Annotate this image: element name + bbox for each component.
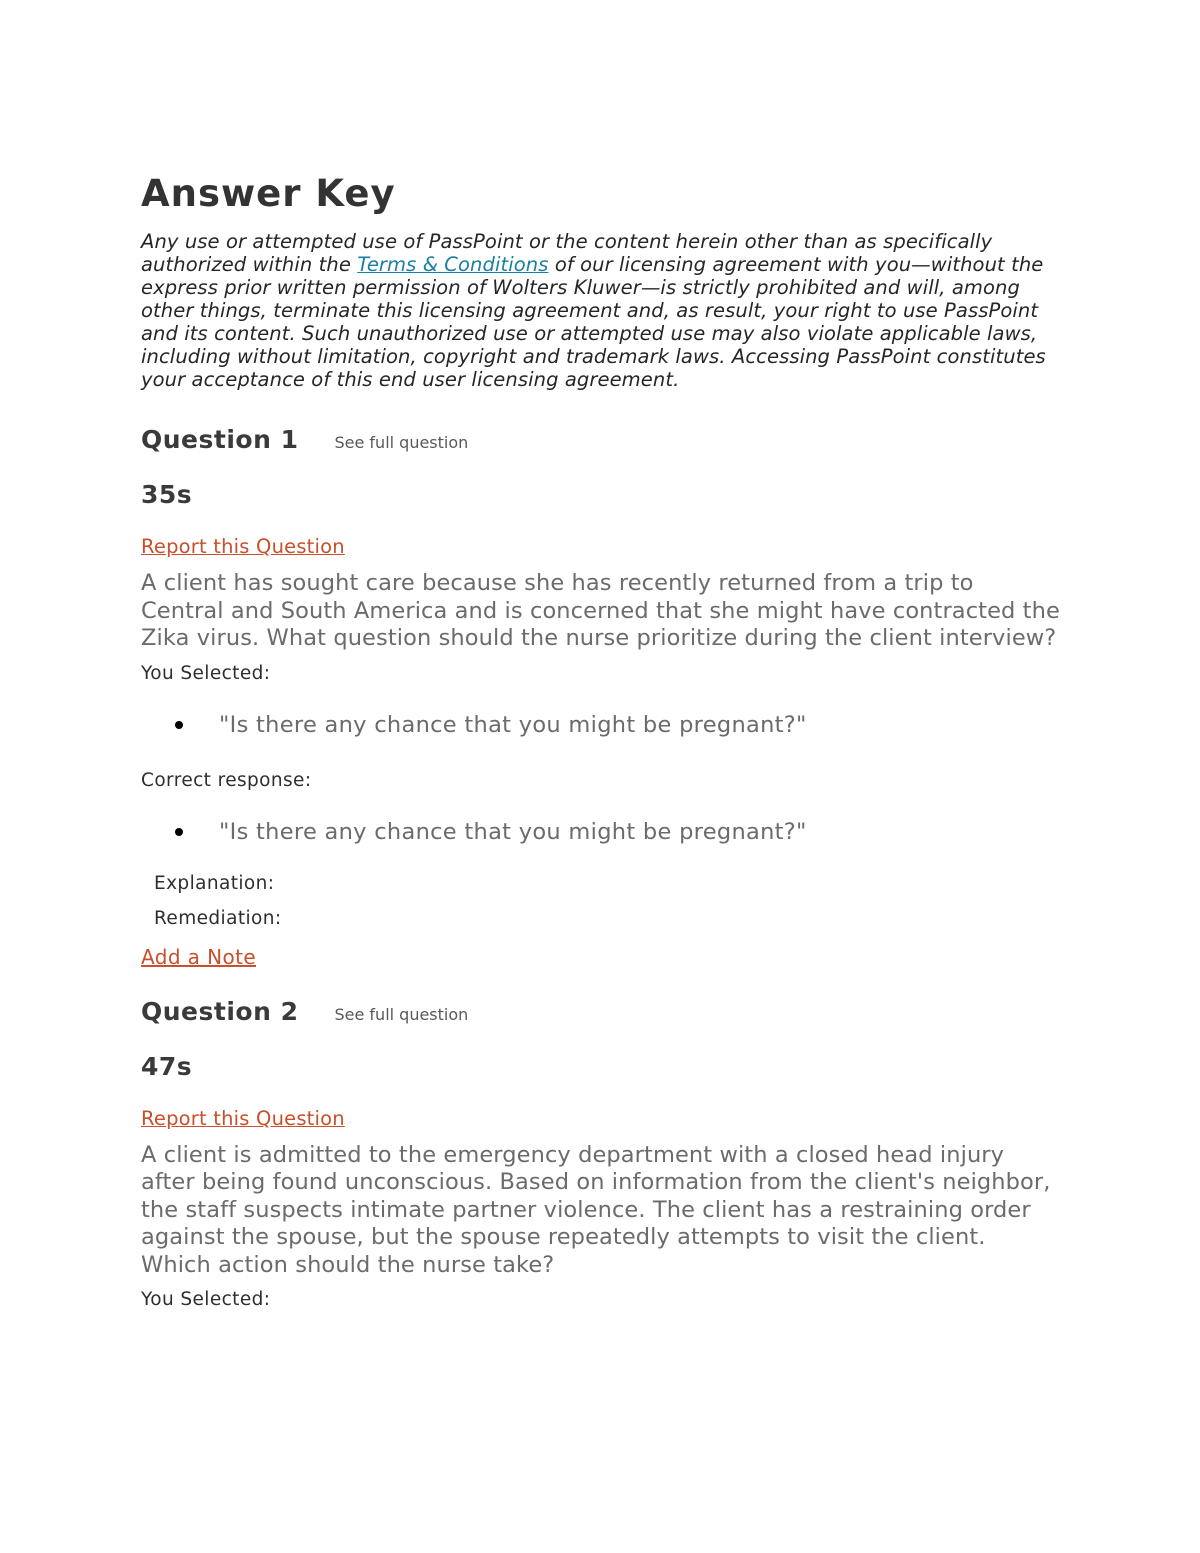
question-1-header <box>141 425 1061 454</box>
disclaimer-text-end: of our licensing agreement with you—without the express prior written permission of Wolters Kluwer—is strictly prohibited and will, among other things, terminate this licensing agreement and, as result, your right to use PassPoint and its content. Such unauthorized use or attempted use may also violate applicable laws, including without limitation, copyright and trademark laws. Accessing PassPoint constitutes your acceptance of this end user licensing agreement. <box>141 253 1046 391</box>
question-1-title: Question 1 <box>141 425 299 454</box>
remediation-label: Remediation: <box>154 907 282 929</box>
add-note-link[interactable]: Add a Note <box>141 944 257 969</box>
terms-conditions-link[interactable]: Terms & Conditions <box>357 253 549 276</box>
question-1-text: A client has sought care because she has recently returned from a trip to Central and South America and is concerned that she might have contracted the Zika virus. What question should the nurse prioritize during the client interview? <box>141 570 1060 651</box>
correct-answer-text: "Is there any chance that you might be pregnant?" <box>219 818 807 845</box>
disclaimer-text-start: Any use or attempted use of PassPoint or the content herein other than as specifically authorized within the <box>141 230 993 276</box>
see-full-question-1-link[interactable]: See full question <box>334 433 469 452</box>
see-full-question-2-link[interactable]: See full question <box>334 1004 469 1024</box>
you-selected-label: You Selected: <box>141 662 271 684</box>
question-2-time: 47s <box>141 1051 193 1081</box>
question-2-title: Question 2 <box>141 996 299 1026</box>
correct-response-label: Correct response: <box>141 769 312 791</box>
selected-answer-text: "Is there any chance that you might be pregnant?" <box>219 711 807 738</box>
answer-key-page <box>141 172 1061 1310</box>
you-selected-label: You Selected: <box>141 1289 271 1310</box>
selected-answer-item <box>175 712 1061 738</box>
question-2-text: A client is admitted to the emergency department with a closed head injury after being found unconscious. Based on information from the client's neighbor, the staff suspects intimate partner violence. The client has a restraining order against the spouse, but the spouse repeatedly attempts to visit the client. Which action should the nurse take? <box>141 1141 1051 1278</box>
page-title: Answer Key <box>141 172 396 215</box>
bullet-icon <box>175 828 183 836</box>
question-2-header <box>141 997 1061 1026</box>
explanation-label: Explanation: <box>154 872 275 894</box>
report-question-2-link[interactable]: Report this Question <box>141 1106 345 1130</box>
correct-answer-item <box>175 819 1061 845</box>
question-1-time: 35s <box>141 480 193 509</box>
license-disclaimer <box>141 230 1061 391</box>
bullet-icon <box>175 721 183 729</box>
report-question-1-link[interactable]: Report this Question <box>141 535 345 558</box>
